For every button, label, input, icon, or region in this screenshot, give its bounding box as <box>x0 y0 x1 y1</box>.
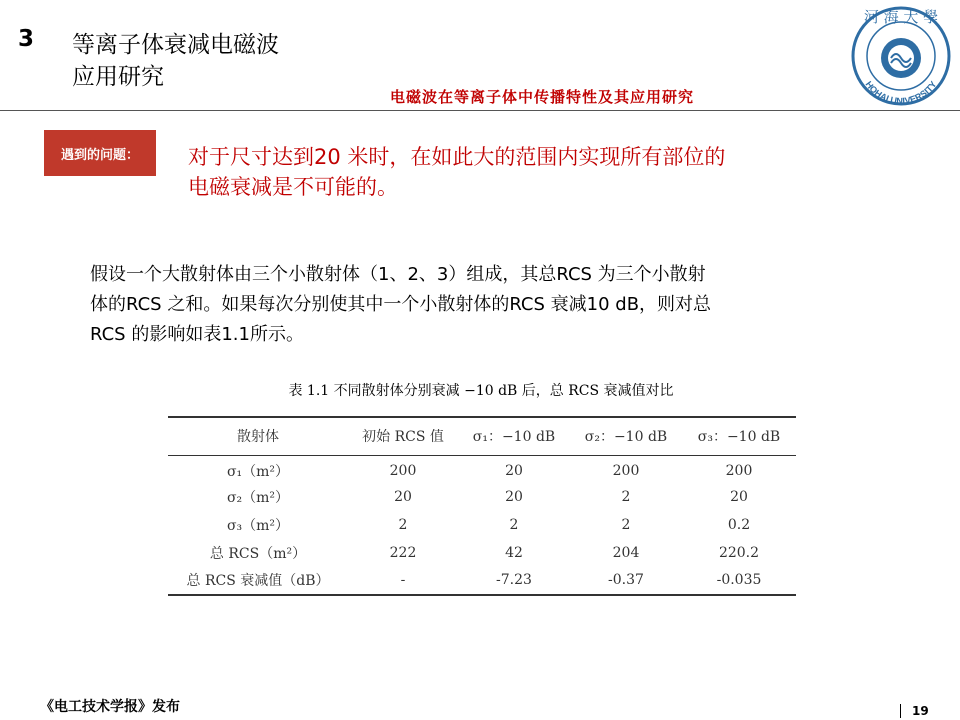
table-row <box>168 511 796 539</box>
table-cell: 200 <box>725 463 753 480</box>
problem-statement <box>188 142 888 202</box>
body-line1: 假设一个大散射体由三个小散射体（1、2、3）组成，其总RCS 为三个小散射 <box>90 264 706 285</box>
table-row <box>168 483 796 511</box>
table-cell: σ₂（m²） <box>226 490 290 506</box>
table-cell: -0.37 <box>570 567 682 595</box>
table-cell: 20 <box>505 463 523 480</box>
table-cell: 20 <box>505 489 523 505</box>
table-cell: -7.23 <box>458 567 570 595</box>
section-number: 3 <box>18 26 35 52</box>
table-cell: - <box>348 567 458 595</box>
table-cell: 总 RCS 衰减值（dB） <box>168 567 348 595</box>
problem-label <box>44 130 156 176</box>
table-caption: 表 1.1 不同散射体分别衰减 −10 dB 后，总 RCS 衰减值对比 <box>288 383 674 399</box>
table-header-cell: 散射体 <box>168 417 348 455</box>
table-row <box>168 567 796 595</box>
table-header-cell: 初始 RCS 值 <box>348 417 458 455</box>
body-paragraph <box>90 260 930 350</box>
publisher-credit: 《电工技术学报》发布 <box>40 699 180 715</box>
table-cell: σ₃（m²） <box>226 518 290 534</box>
table-cell: 222 <box>389 545 417 561</box>
table-header-cell: σ₁：−10 dB <box>458 417 570 455</box>
header-divider <box>0 110 960 111</box>
hohai-seal-icon <box>842 0 960 112</box>
table-cell: σ₁（m²） <box>226 464 290 481</box>
table-cell: 2 <box>621 517 631 533</box>
table-cell: 204 <box>612 545 640 561</box>
body-line3: RCS 的影响如表1.1所示。 <box>90 324 304 345</box>
table-row <box>168 539 796 567</box>
slide-title-line2: 应用研究 <box>72 64 164 90</box>
table-cell: 总 RCS（m²） <box>209 546 307 562</box>
page-number: 19 <box>912 704 929 718</box>
table-cell: 2 <box>509 517 519 533</box>
table-header-row <box>168 417 796 455</box>
table-cell: 200 <box>389 463 417 480</box>
table-header-cell: σ₃：−10 dB <box>682 417 796 455</box>
slide-title-line1: 等离子体衰减电磁波 <box>72 32 279 58</box>
svg-text:HOHAI UNIVERSITY: HOHAI UNIVERSITY <box>863 79 939 107</box>
table-cell: 0.2 <box>727 517 751 533</box>
table-cell: 220.2 <box>718 545 760 561</box>
slide-subtitle: 电磁波在等离子体中传播特性及其应用研究 <box>390 88 695 106</box>
problem-label-text: 遇到的问题： <box>60 147 139 163</box>
table-cell: 42 <box>505 545 523 561</box>
svg-text:河 海 大 學: 河 海 大 學 <box>863 8 939 26</box>
problem-line2: 电磁衰减是不可能的。 <box>188 175 398 199</box>
university-logo <box>842 0 960 112</box>
rcs-comparison-table <box>168 416 796 596</box>
table-cell: 2 <box>398 517 408 533</box>
problem-line1: 对于尺寸达到20 米时，在如此大的范围内实现所有部位的 <box>188 145 726 169</box>
body-line2: 体的RCS 之和。如果每次分别使其中一个小散射体的RCS 衰减10 dB，则对总 <box>90 294 712 315</box>
table-cell: 200 <box>612 463 640 480</box>
footer-divider <box>900 704 901 718</box>
table-cell: 2 <box>621 489 631 505</box>
table-row <box>168 455 796 483</box>
table-cell: 20 <box>730 489 748 505</box>
table-cell: 20 <box>394 489 412 505</box>
table-cell: -0.035 <box>682 567 796 595</box>
table-header-cell: σ₂：−10 dB <box>570 417 682 455</box>
